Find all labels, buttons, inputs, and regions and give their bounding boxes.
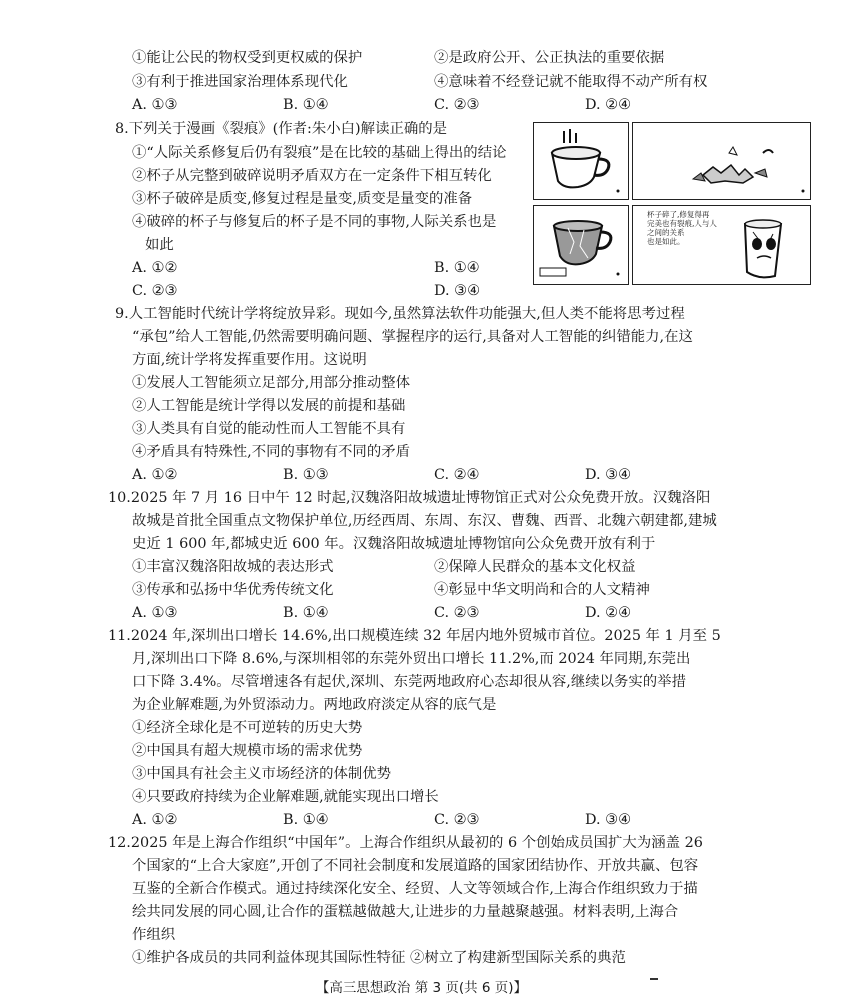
- q9-option-1: ①发展人工智能须立足部分,用部分推动整体: [132, 375, 410, 391]
- q10-stem-text-1: 2025 年 7 月 16 日中午 12 时起,汉魏洛阳故城遗址博物馆正式对公众免费开放。汉魏洛阳: [130, 490, 711, 506]
- page-footer: 【高三思想政治 第 3 页(共 6 页)】: [315, 980, 528, 996]
- q12-options-1-2: ①维护各成员的共同利益体现其国际性特征 ②树立了构建新型国际关系的典范: [132, 950, 626, 966]
- q9-choice-c: C. ②④: [434, 467, 480, 483]
- q7-choice-a: A. ①③: [132, 97, 178, 113]
- q8-choice-d: D. ③④: [434, 283, 480, 299]
- q10-stem-line3: 史近 1 600 年,都城史近 600 年。汉魏洛阳故城遗址博物馆向公众免费开放有利于: [132, 536, 656, 552]
- q8-option-3: ③杯子破碎是质变,修复过程是量变,质变是量变的准备: [132, 191, 473, 207]
- q11-stem-line2: 月,深圳出口下降 8.6%,与深圳相邻的东莞外贸出口增长 11.2%,而 2024 年同期,东莞出: [132, 651, 691, 667]
- q8-number: 8.: [115, 121, 129, 137]
- q7-choice-c: C. ②③: [434, 97, 480, 113]
- q9-option-3: ③人类具有自觉的能动性而人工智能不具有: [132, 421, 406, 437]
- q11-choice-c: C. ②③: [434, 812, 480, 828]
- q7-option-3: ③有利于推进国家治理体系现代化: [132, 74, 348, 90]
- q10-choice-b: B. ①④: [283, 605, 329, 621]
- q12-stem-line4: 绘共同发展的同心圆,让合作的蛋糕越做越大,让进步的力量越聚越强。材料表明,上海合: [132, 904, 679, 920]
- comic-panel-broken-cup: [632, 122, 811, 200]
- q10-choice-a: A. ①③: [132, 605, 178, 621]
- q9-option-2: ②人工智能是统计学得以发展的前提和基础: [132, 398, 406, 414]
- q11-choice-b: B. ①④: [283, 812, 329, 828]
- repaired-cup-drawing: [534, 206, 628, 284]
- footer-mark: [650, 978, 658, 980]
- q9-choice-b: B. ①③: [283, 467, 329, 483]
- q11-stem-line3: 口下降 3.4%。尽管增速各有起伏,深圳、东莞两地政府心态却很从容,继续以务实的举措: [132, 674, 686, 690]
- comic-panel-caption: [632, 205, 811, 285]
- q11-number: 11.: [108, 628, 131, 644]
- q12-stem-line1: [108, 833, 703, 853]
- comic-crack: [533, 122, 811, 285]
- q9-stem-text-1: 人工智能时代统计学将绽放异彩。现如今,虽然算法软件功能强大,但人类不能将思考过程: [128, 306, 685, 322]
- q10-choice-d: D. ②④: [585, 605, 631, 621]
- q10-option-3: ③传承和弘扬中华优秀传统文化: [132, 582, 334, 598]
- q10-number: 10.: [108, 490, 131, 506]
- q7-option-2: ②是政府公开、公正执法的重要依据: [434, 50, 665, 66]
- q8-choice-c: C. ②③: [132, 283, 178, 299]
- q8-option-1: ①“人际关系修复后仍有裂痕”是在比较的基础上得出的结论: [132, 145, 507, 161]
- q9-stem-line3: 方面,统计学将发挥重要作用。这说明: [132, 352, 367, 368]
- q10-option-1: ①丰富汉魏洛阳故城的表达形式: [132, 559, 334, 575]
- q11-option-1: ①经济全球化是不可逆转的历史大势: [132, 720, 363, 736]
- q8-choice-b: B. ①④: [434, 260, 480, 276]
- q9-stem-line1: [115, 304, 685, 324]
- q12-stem-line3: 互鉴的全新合作模式。通过持续深化安全、经贸、人文等领域合作,上海合作组织致力于描: [132, 881, 698, 897]
- q9-number: 9.: [115, 306, 129, 322]
- q10-stem-line1: [108, 488, 710, 508]
- q8-stem: [115, 119, 447, 139]
- q11-stem-text-1: 2024 年,深圳出口增长 14.6%,出口规模连续 32 年居内地外贸城市首位。2025 年 1 月至 5: [130, 628, 721, 644]
- q8-option-4-cont: 如此: [145, 237, 174, 253]
- q10-stem-line2: 故城是首批全国重点文物保护单位,历经西周、东周、东汉、曹魏、西晋、北魏六朝建都,建城: [132, 513, 717, 529]
- q10-option-4: ④彰显中华文明尚和合的人文精神: [434, 582, 650, 598]
- q9-choice-d: D. ③④: [585, 467, 631, 483]
- q11-option-2: ②中国具有超大规模市场的需求优势: [132, 743, 363, 759]
- q11-option-3: ③中国具有社会主义市场经济的体制优势: [132, 766, 392, 782]
- q9-option-4: ④矛盾具有特殊性,不同的事物有不同的矛盾: [132, 444, 410, 460]
- q7-option-1: ①能让公民的物权受到更权威的保护: [132, 50, 363, 66]
- q8-option-2: ②杯子从完整到破碎说明矛盾双方在一定条件下相互转化: [132, 168, 492, 184]
- q11-choice-d: D. ③④: [585, 812, 631, 828]
- q12-stem-line2: 个国家的“上合大家庭”,开创了不同社会制度和发展道路的国家团结协作、开放共赢、包容: [132, 858, 699, 874]
- q7-option-4: ④意味着不经登记就不能取得不动产所有权: [434, 74, 708, 90]
- q7-choice-b: B. ①④: [283, 97, 329, 113]
- q11-stem-line4: 为企业解难题,为外贸添动力。两地政府淡定从容的底气是: [132, 697, 497, 713]
- q11-option-4: ④只要政府持续为企业解难题,就能实现出口增长: [132, 789, 439, 805]
- q8-choice-a: A. ①②: [132, 260, 178, 276]
- q12-stem-line5: 作组织: [132, 927, 176, 943]
- q11-choice-a: A. ①②: [132, 812, 178, 828]
- q11-stem-line1: [108, 626, 721, 646]
- q8-stem-text: 下列关于漫画《裂痕》(作者:朱小白)解读正确的是: [128, 121, 448, 137]
- q9-stem-line2: “承包”给人工智能,仍然需要明确问题、掌握程序的运行,具备对人工智能的纠错能力,在这: [132, 329, 693, 345]
- q10-choice-c: C. ②③: [434, 605, 480, 621]
- q10-option-2: ②保障人民群众的基本文化权益: [434, 559, 636, 575]
- comic-panel-repaired-cup: [533, 205, 629, 285]
- q12-stem-text-1: 2025 年是上海合作组织“中国年”。上海合作组织从最初的 6 个创始成员国扩大为涵盖 26: [130, 835, 703, 851]
- broken-cup-drawing: [633, 123, 810, 199]
- q8-option-4: ④破碎的杯子与修复后的杯子是不同的事物,人际关系也是: [132, 214, 497, 230]
- q12-number: 12.: [108, 835, 131, 851]
- cup-character-drawing: [633, 206, 810, 284]
- comic-panel-intact-cup: [533, 122, 629, 200]
- q9-choice-a: A. ①②: [132, 467, 178, 483]
- intact-cup-drawing: [534, 123, 628, 199]
- comic-caption: 杯子碎了,修复得再 完美也有裂痕,人与人 之间的关系 也是如此。: [647, 210, 717, 246]
- q7-choice-d: D. ②④: [585, 97, 631, 113]
